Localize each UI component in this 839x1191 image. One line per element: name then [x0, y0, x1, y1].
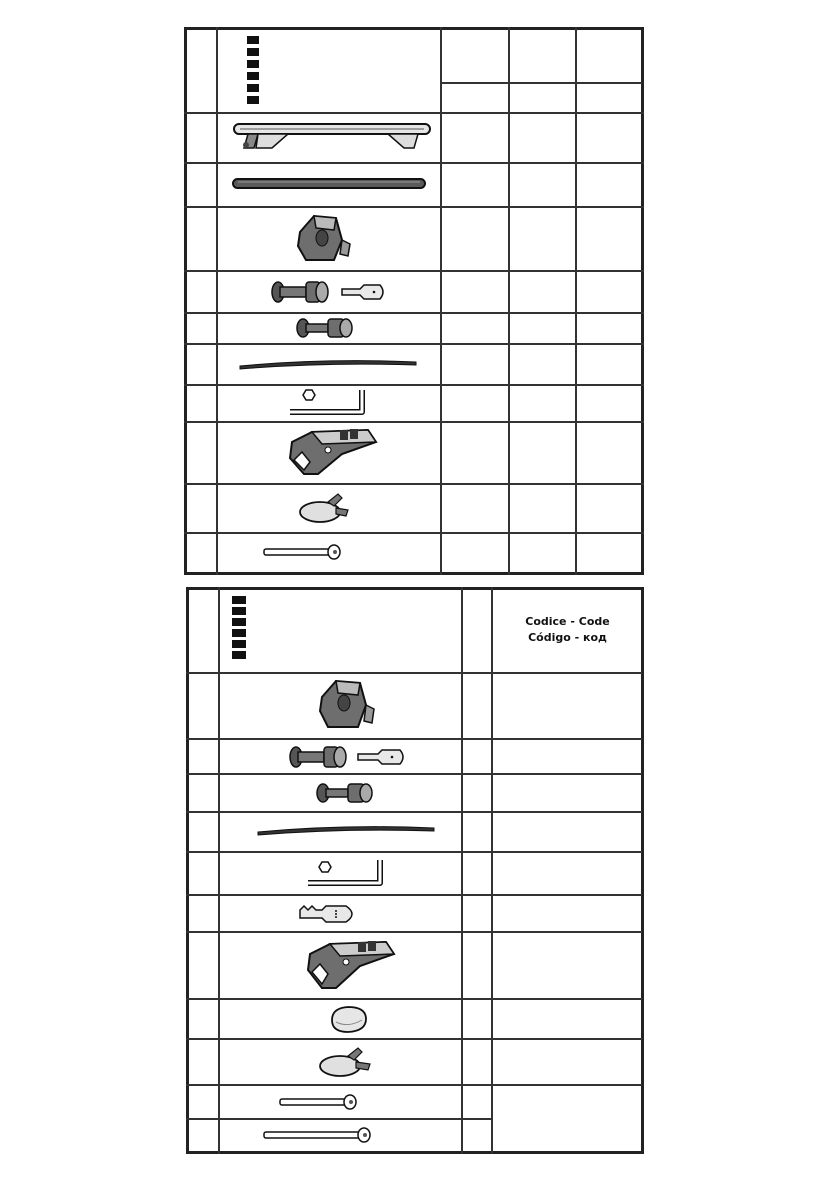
- flag-icon: [232, 618, 246, 626]
- key-icon: [296, 900, 360, 928]
- roof-bar-with-feet-icon: [228, 118, 438, 158]
- lower-row-line: [186, 1118, 493, 1120]
- roof-bar-icon: [230, 175, 430, 193]
- upper-col-divider: [440, 27, 442, 575]
- upper-row-line: [184, 343, 644, 345]
- flag-icon: [247, 36, 259, 44]
- long-bolt-icon: [260, 1126, 374, 1144]
- upper-row-line: [184, 312, 644, 314]
- flag-icon: [247, 96, 259, 104]
- flag-icon: [232, 640, 246, 648]
- lower-row-line: [186, 811, 642, 813]
- lower-row-line: [186, 773, 642, 775]
- end-cap-icon: [298, 488, 354, 528]
- flag-icon: [247, 60, 259, 68]
- lower-row-line: [186, 1038, 642, 1040]
- upper-header-subline: [440, 82, 642, 84]
- cap-icon: [326, 1002, 372, 1036]
- foot-icon: [314, 675, 380, 735]
- lock-cylinder-icon: [294, 315, 360, 341]
- foot-icon: [292, 210, 354, 268]
- short-bolt-icon: [276, 1093, 360, 1111]
- flag-icon: [232, 651, 246, 659]
- end-cap-icon: [318, 1042, 376, 1082]
- upper-row-line: [184, 421, 644, 423]
- flag-icon: [232, 629, 246, 637]
- lower-row-line: [186, 931, 642, 933]
- allen-key-icon: [284, 386, 374, 420]
- clamp-foot-icon: [300, 936, 400, 994]
- upper-row-line: [184, 206, 644, 208]
- lower-row-line: [186, 672, 642, 674]
- upper-row-line: [184, 112, 644, 114]
- code-header-line1: Codice - Code: [525, 615, 610, 628]
- rubber-strip-icon: [236, 356, 420, 372]
- lock-and-key-icon: [286, 742, 408, 772]
- upper-col-divider: [216, 27, 218, 575]
- lower-row-line: [186, 998, 642, 1000]
- upper-row-line: [184, 162, 644, 164]
- rubber-strip-icon: [254, 822, 438, 838]
- upper-row-line: [184, 483, 644, 485]
- lower-row-line: [186, 738, 642, 740]
- lower-row-line: [186, 894, 642, 896]
- lock-cylinder-icon: [314, 779, 380, 807]
- lower-row-line: [186, 1084, 642, 1086]
- code-column-header: [493, 614, 642, 646]
- code-header-line2: Código - код: [528, 631, 607, 644]
- allen-key-icon: [302, 856, 392, 890]
- flag-icon: [232, 596, 246, 604]
- upper-row-line: [184, 270, 644, 272]
- lower-row-line: [186, 851, 642, 853]
- bolt-icon: [260, 543, 344, 561]
- flag-icon: [232, 607, 246, 615]
- clamp-foot-icon: [282, 424, 382, 480]
- upper-row-line: [184, 384, 644, 386]
- upper-col-divider: [508, 27, 510, 575]
- flag-icon: [247, 72, 259, 80]
- upper-row-line: [184, 532, 644, 534]
- upper-col-divider: [575, 27, 577, 575]
- flag-icon: [247, 48, 259, 56]
- lock-and-key-icon: [268, 276, 388, 308]
- flag-icon: [247, 84, 259, 92]
